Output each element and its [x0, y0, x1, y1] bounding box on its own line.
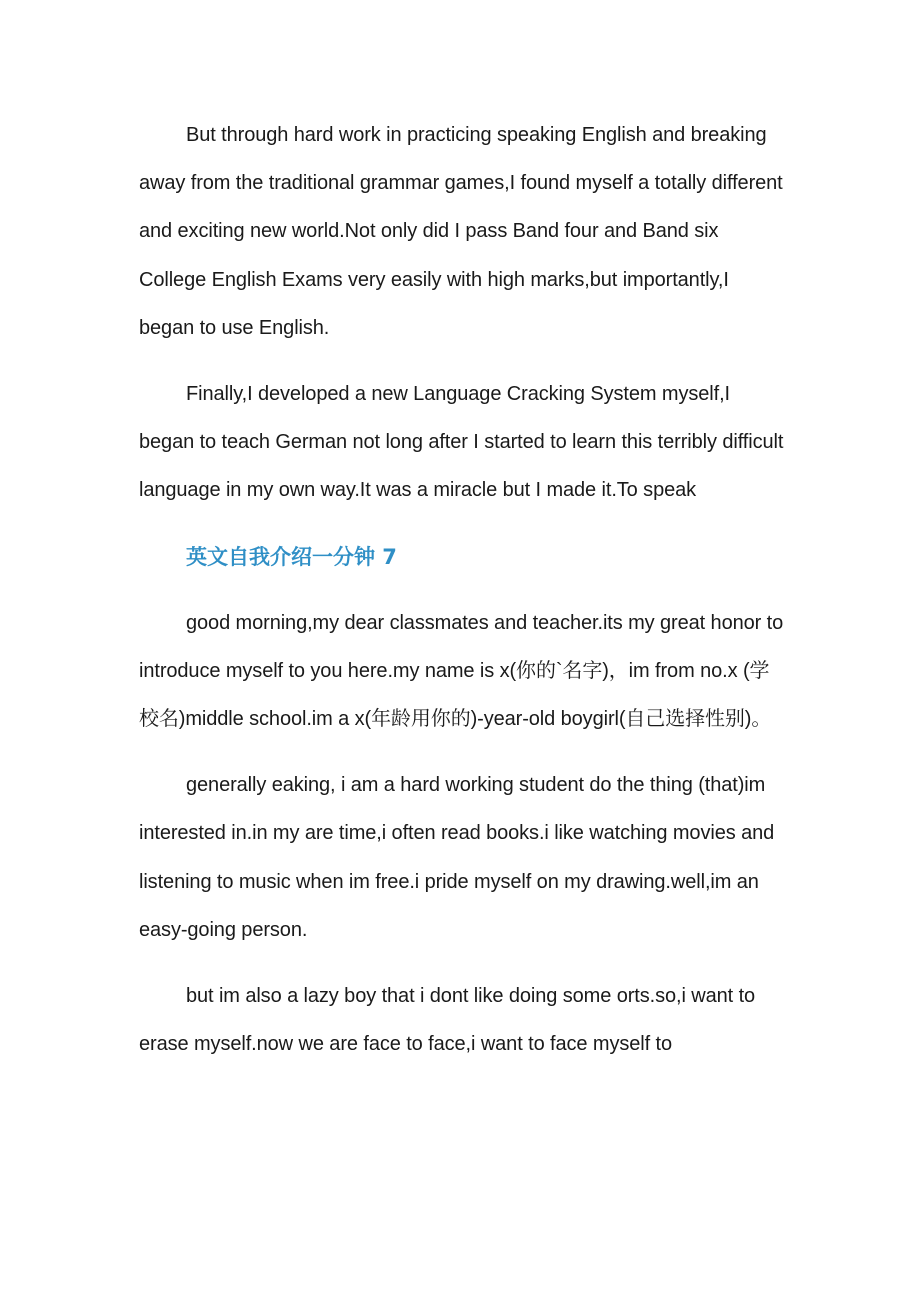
paragraph-hard-work: But through hard work in practicing speaking English and breaking away from the traditional grammar games,I found myself a totally different and exciting new world.Not only did I pass Band four and Band six College English Exams very easily with high marks,but importantly,I began to use English.	[139, 124, 783, 339]
document-body	[139, 111, 784, 1086]
paragraph-lazy-boy: but im also a lazy boy that i dont like doing some orts.so,i want to erase myself.now we are face to face,i want to face myself to	[139, 985, 756, 1056]
paragraph-language-system: Finally,I developed a new Language Cracking System myself,I began to teach German not long after I started to learn this terribly difficult language in my own way.It was a miracle but I made it.To speak	[139, 383, 784, 502]
section-heading: 英文自我介绍一分钟 7	[186, 544, 397, 569]
paragraph-hobbies: generally eaking, i am a hard working student do the thing (that)im interested in.in my are time,i often read books.i like watching movies and listening to music when im free.i pride myself on my drawing.well,im an easy-going person.	[139, 774, 775, 941]
paragraph-greeting: good morning,my dear classmates and teacher.its my great honor to introduce myself to you here.my name is x(你的`名字)，im from no.x (学校名)middle school.im a x(年龄用你的)-year-old boygirl(自己选择性别)。	[139, 611, 784, 731]
